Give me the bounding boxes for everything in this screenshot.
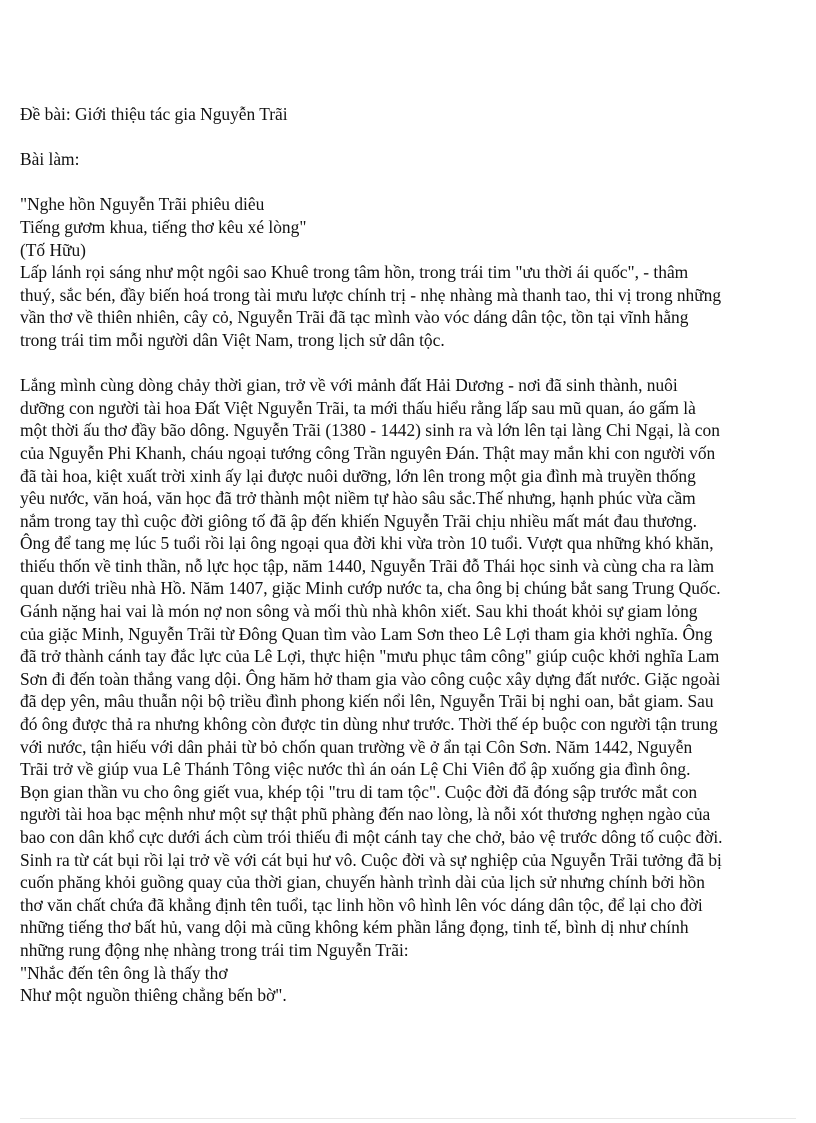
text-line: Bọn gian thần vu cho ông giết vua, khép tội "tru di tam tộc". Cuộc đời đã đóng sập trước mắt con <box>20 781 698 802</box>
text-line: đã trở thành cánh tay đắc lực của Lê Lợi, thực hiện "mưu phục tâm công" giúp cuộc khởi nghĩa Lam <box>20 646 720 667</box>
poem-line: Như một nguồn thiêng chẳng bến bờ". <box>20 985 287 1006</box>
spacer <box>20 352 800 375</box>
text-line: thơ văn chất chứa đã khẳng định tên tuổi, tạc linh hồn vô hình lên vóc dáng dân tộc, để lại cho đời <box>20 894 703 915</box>
text-line: trong trái tim mỗi người dân Việt Nam, trong lịch sử dân tộc. <box>20 329 445 350</box>
spacer <box>20 126 800 149</box>
text-line: đó ông được thả ra nhưng không còn được tin dùng như trước. Thời thế ép buộc con người tận trung <box>20 714 718 735</box>
assignment-title: Đề bài: Giới thiệu tác gia Nguyễn Trãi <box>20 104 288 124</box>
text-line: đã dẹp yên, mâu thuẫn nội bộ triều đình phong kiến nổi lên, Nguyễn Trãi bị nghi oan, bắt giam. Sau <box>20 691 714 712</box>
text-line: Trãi trở về giúp vua Lê Thánh Tông việc nước thì án oán Lệ Chi Viên đổ ập xuống gia đình ông. <box>20 759 691 780</box>
answer-label: Bài làm: <box>20 149 80 170</box>
text-line: Lấp lánh rọi sáng như một ngôi sao Khuê trong tâm hồn, trong trái tim "ưu thời ái quốc", - thâm <box>20 262 689 283</box>
text-line: Sinh ra từ cát bụi rồi lại trở về với cát bụi hư vô. Cuộc đời và sự nghiệp của Nguyễn Trãi tưởng đã bị <box>20 849 722 870</box>
text-line: vần thơ về thiên nhiên, cây cỏ, Nguyễn Trãi đã tạc mình vào vóc dáng dân tộc, tồn tại vĩnh hằng <box>20 307 689 328</box>
text-line: Ông để tang mẹ lúc 5 tuổi rồi lại ông ngoại qua đời khi vừa tròn 10 tuổi. Vượt qua những khó khăn, <box>20 533 714 554</box>
document-page <box>20 103 800 1007</box>
paragraph-2 <box>20 374 800 961</box>
closing-poem <box>20 962 800 1007</box>
poem-line: "Nghe hồn Nguyễn Trãi phiêu diêu <box>20 194 265 215</box>
page-bottom-divider <box>20 1118 796 1119</box>
text-line: thuý, sắc bén, đầy biến hoá trong tài mưu lược chính trị - nhẹ nhàng mà thanh tao, thi vị trong những <box>20 284 722 305</box>
text-line: cuốn phăng khỏi guồng quay của thời gian, chuyến hành trình dài của lịch sử nhưng chính bởi hồn <box>20 872 705 893</box>
text-line: của Nguyễn Phi Khanh, cháu ngoại tướng công Trần nguyên Đán. Thật may mắn khi con người vốn <box>20 442 716 463</box>
text-line: những rung động nhẹ nhàng trong trái tim Nguyễn Trãi: <box>20 939 409 960</box>
poem-line: Tiếng gươm khua, tiếng thơ kêu xé lòng" <box>20 216 307 237</box>
poem-line: "Nhắc đến tên ông là thấy thơ <box>20 962 228 983</box>
text-line: quan dưới triều nhà Hồ. Năm 1407, giặc Minh cướp nước ta, cha ông bị chúng bắt sang Trung Quốc. <box>20 578 721 599</box>
text-line: dưỡng con người tài hoa Đất Việt Nguyễn Trãi, ta mới thấu hiểu rằng lấp sau mũ quan, áo gấm là <box>20 397 696 418</box>
text-line: nắm trong tay thì cuộc đời giông tố đã ập đến khiến Nguyễn Trãi chịu nhiều mất mát đau thương. <box>20 510 697 531</box>
spacer <box>20 171 800 194</box>
text-line: một thời ấu thơ đầy bão dông. Nguyễn Trãi (1380 - 1442) sinh ra và lớn lên tại làng Chi Ngại, là con <box>20 420 720 441</box>
text-line: bao con dân khổ cực dưới ách cùm trói thiếu đi một cánh tay che chở, bảo vệ trước dông tố cuộc đời. <box>20 827 723 847</box>
text-line: Lắng mình cùng dòng chảy thời gian, trở về với mảnh đất Hải Dương - nơi đã sinh thành, nuôi <box>20 375 678 396</box>
text-line: Sơn đi đến toàn thắng vang dội. Ông hăm hở tham gia vào công cuộc xây dựng đất nước. Giặc ngoài <box>20 668 721 689</box>
text-line: yêu nước, văn hoá, văn học đã trở thành một niềm tự hào sâu sắc.Thế nhưng, hạnh phúc vừa cầm <box>20 488 696 509</box>
text-line: của giặc Minh, Nguyễn Trãi từ Đông Quan tìm vào Lam Sơn theo Lê Lợi tham gia khởi nghĩa. Ông <box>20 623 713 644</box>
text-line: những tiếng thơ bất hủ, vang dội mà cũng không kém phần lắng đọng, tinh tế, bình dị như chính <box>20 917 689 938</box>
text-line: thiếu thốn về tinh thần, nỗ lực học tập, năm 1440, Nguyễn Trãi đỗ Thái học sinh và cùng cha ra làm <box>20 555 714 576</box>
opening-poem <box>20 193 800 261</box>
text-line: với nước, tận hiếu với dân phải từ bỏ chốn quan trường về ở ẩn tại Côn Sơn. Năm 1442, Nguyễn <box>20 736 693 757</box>
paragraph-1 <box>20 261 800 351</box>
text-line: Gánh nặng hai vai là món nợ non sông và mối thù nhà khôn xiết. Sau khi thoát khỏi sự giam lỏng <box>20 601 698 622</box>
text-line: người tài hoa bạc mệnh như một sự thật phũ phàng đến nao lòng, là nỗi xót thương nghẹn ngào của <box>20 804 711 825</box>
text-line: đã tài hoa, kiệt xuất trời xinh ấy lại được nuôi dưỡng, lớn lên trong một gia đình mà truyền thống <box>20 465 696 486</box>
poem-attribution: (Tố Hữu) <box>20 239 86 260</box>
